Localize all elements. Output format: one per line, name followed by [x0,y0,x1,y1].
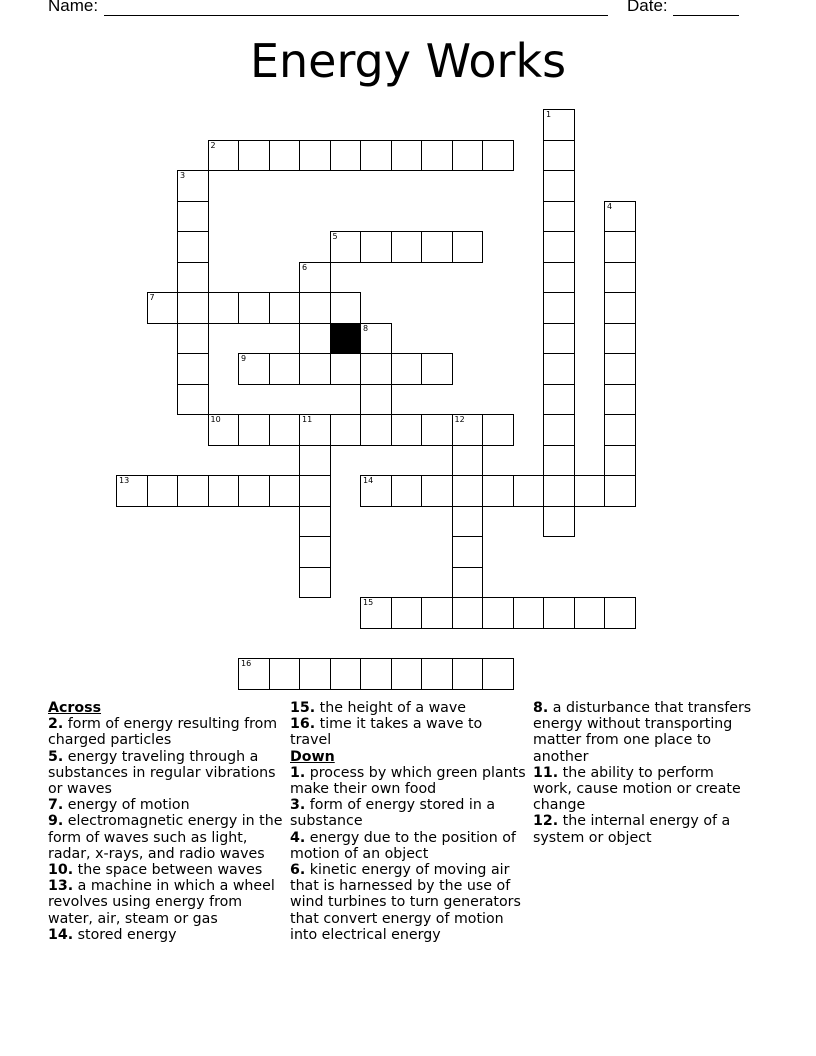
black-cell [330,323,362,355]
grid-cell[interactable] [543,292,575,324]
grid-cell[interactable] [543,140,575,172]
grid-cell[interactable] [269,292,301,324]
clue-num: 14. [48,926,74,943]
grid-cell[interactable] [299,445,331,477]
clue-num: 6. [290,862,306,879]
grid-cell[interactable] [543,384,575,416]
grid-cell[interactable] [513,597,545,629]
grid-cell[interactable] [452,567,484,599]
grid-cell[interactable] [269,414,301,446]
clues-column-1 [48,700,284,943]
clue-number: 8 [363,323,369,333]
clue [48,749,284,798]
clue-text: the internal energy of a system or object [533,813,731,846]
grid-cell[interactable] [208,140,240,172]
grid-cell[interactable] [269,140,301,172]
date-label: Date: [627,0,668,15]
clue-number: 12 [454,415,465,424]
grid-cell[interactable] [421,597,453,629]
grid-cell[interactable] [421,475,453,507]
across-heading: Across [48,700,102,716]
grid-cell[interactable] [574,597,606,629]
clue-num: 8. [533,700,549,716]
grid-cell[interactable] [360,475,392,507]
grid-cell[interactable] [360,414,392,446]
clue-text: the ability to perform work, cause motion or create change [533,764,741,814]
grid-cell[interactable] [421,140,453,172]
grid-cell[interactable] [177,475,209,507]
grid-cell[interactable] [299,414,331,446]
clue-text: electromagnetic energy in the form of waves such as light, radar, x-rays, and radio waves [48,813,283,862]
grid-cell[interactable] [543,201,575,233]
grid-cell[interactable] [543,445,575,477]
grid-cell[interactable] [177,384,209,416]
grid-cell[interactable] [208,292,240,324]
clues-column-3 [533,700,753,846]
clue-text: the height of a wave [319,700,466,716]
clue [48,797,284,813]
clue [48,813,284,862]
clue-number: 6 [302,262,308,272]
grid-cell[interactable] [391,475,423,507]
grid-cell[interactable] [360,323,392,355]
grid-cell[interactable] [391,353,423,385]
grid-cell[interactable] [330,231,362,263]
grid-cell[interactable] [574,475,606,507]
clue [290,797,526,829]
grid-cell[interactable] [238,414,270,446]
grid-cell[interactable] [299,353,331,385]
clue-number: 4 [607,201,613,211]
grid-cell[interactable] [299,262,331,294]
clue [290,700,526,716]
clue-text: energy of motion [67,797,190,814]
grid-cell[interactable] [452,445,484,477]
grid-cell[interactable] [482,658,514,690]
clue-num: 3. [290,797,306,814]
grid-cell[interactable] [177,353,209,385]
grid-cell[interactable] [604,445,636,477]
clue [290,830,526,862]
grid-cell[interactable] [147,475,179,507]
clue-number: 7 [149,293,155,302]
clue-text: time it takes a wave to travel [290,716,483,749]
grid-cell[interactable] [421,414,453,446]
grid-cell[interactable] [330,414,362,446]
clue-num: 10. [48,862,74,879]
clue-text: kinetic energy of moving air that is harnessed by the use of wind turbines to turn generators that convert energy of motion into electrical energy [290,862,521,943]
grid-cell[interactable] [391,597,423,629]
grid-cell[interactable] [421,353,453,385]
grid-cell[interactable] [299,292,331,324]
grid-cell[interactable] [391,414,423,446]
clue-text: form of energy resulting from charged particles [48,716,278,749]
grid-cell[interactable] [299,567,331,599]
grid-cell[interactable] [360,140,392,172]
clue [533,765,753,814]
clue [290,862,526,943]
grid-cell[interactable] [391,140,423,172]
clue-text: a disturbance that transfers energy without transporting matter from one place to another [533,700,752,765]
grid-cell[interactable] [452,536,484,568]
clue-num: 13. [48,878,74,895]
clue-text: energy due to the position of motion of an object [290,829,516,862]
clue-num: 1. [290,764,306,781]
down-heading: Down [290,748,335,765]
grid-cell[interactable] [452,506,484,538]
clue [48,927,284,943]
clue [48,862,284,878]
grid-cell[interactable] [543,414,575,446]
clue-number: 5 [332,232,338,241]
name-label: Name: [48,0,99,15]
grid-cell[interactable] [452,475,484,507]
clue-number: 2 [210,140,216,150]
clue-num: 16. [290,716,316,733]
clue-text: process by which green plants make their own food [290,764,526,798]
clue [290,765,526,797]
grid-cell[interactable] [452,658,484,690]
grid-cell[interactable] [177,231,209,263]
grid-cell[interactable] [604,597,636,629]
clue-text: energy traveling through a substances in regular vibrations or waves [48,748,276,798]
clue [290,716,526,748]
grid-cell[interactable] [604,475,636,507]
grid-cell[interactable] [116,475,148,507]
clue-num: 5. [48,748,64,765]
clue-number: 16 [241,659,252,668]
grid-cell[interactable] [177,323,209,355]
grid-cell[interactable] [360,658,392,690]
grid-cell[interactable] [360,597,392,629]
clues-column-2 [290,700,526,943]
clue-number: 15 [363,598,374,607]
grid-cell[interactable] [604,384,636,416]
clue-num: 4. [290,829,306,846]
clue-number: 14 [363,476,374,485]
grid-cell[interactable] [543,353,575,385]
grid-cell[interactable] [238,140,270,172]
grid-cell[interactable] [238,658,270,690]
grid-cell[interactable] [543,109,575,141]
grid-cell[interactable] [147,292,179,324]
grid-cell[interactable] [330,292,362,324]
grid-cell[interactable] [482,597,514,629]
grid-cell[interactable] [391,231,423,263]
grid-cell[interactable] [238,292,270,324]
clue-text: a machine in which a wheel revolves using energy from water, air, steam or gas [48,878,275,927]
grid-cell[interactable] [269,353,301,385]
clue-text: stored energy [77,926,177,943]
grid-cell[interactable] [208,414,240,446]
grid-cell[interactable] [452,414,484,446]
grid-cell[interactable] [543,323,575,355]
grid-cell[interactable] [604,292,636,324]
grid-cell[interactable] [269,475,301,507]
clue-number: 10 [210,415,221,424]
grid-cell[interactable] [543,231,575,263]
grid-cell[interactable] [604,323,636,355]
grid-cell[interactable] [360,353,392,385]
grid-cell[interactable] [177,262,209,294]
grid-cell[interactable] [421,231,453,263]
grid-cell[interactable] [604,414,636,446]
clue-num: 2. [48,716,64,733]
clue-number: 3 [180,171,186,180]
grid-cell[interactable] [208,475,240,507]
grid-cell[interactable] [330,658,362,690]
grid-cell[interactable] [391,658,423,690]
grid-cell[interactable] [299,658,331,690]
clue-number: 11 [302,415,313,424]
grid-cell[interactable] [604,231,636,263]
clue-num: 9. [48,813,64,830]
clue [48,716,284,748]
clue-num: 11. [533,764,559,781]
grid-cell[interactable] [360,384,392,416]
grid-cell[interactable] [177,170,209,202]
grid-cell[interactable] [299,536,331,568]
grid-cell[interactable] [299,506,331,538]
grid-cell[interactable] [299,140,331,172]
grid-cell[interactable] [452,597,484,629]
grid-cell[interactable] [452,231,484,263]
clue-number: 13 [119,476,130,485]
grid-cell[interactable] [452,140,484,172]
clue [533,813,753,845]
grid-cell[interactable] [238,475,270,507]
clue-num: 15. [290,700,316,716]
grid-cell[interactable] [269,658,301,690]
grid-cell[interactable] [482,414,514,446]
clue-num: 7. [48,797,64,814]
clue-number: 9 [241,354,247,363]
grid-cell[interactable] [421,658,453,690]
grid-cell[interactable] [330,140,362,172]
grid-cell[interactable] [543,262,575,294]
grid-cell[interactable] [299,475,331,507]
clue-text: form of energy stored in a substance [290,797,496,830]
grid-cell[interactable] [299,323,331,355]
grid-cell[interactable] [482,475,514,507]
grid-cell[interactable] [604,201,636,233]
grid-cell[interactable] [543,506,575,538]
grid-cell[interactable] [482,140,514,172]
grid-cell[interactable] [513,475,545,507]
puzzle-title: Energy Works [249,34,567,88]
grid-cell[interactable] [177,292,209,324]
clue-text: the space between waves [77,862,263,879]
grid-cell[interactable] [543,597,575,629]
clue-number: 1 [546,110,552,119]
grid-cell[interactable] [543,170,575,202]
clue-num: 12. [533,813,559,830]
grid-cell[interactable] [543,475,575,507]
grid-cell[interactable] [238,353,270,385]
grid-cell[interactable] [330,353,362,385]
grid-cell[interactable] [360,231,392,263]
clue [48,878,284,927]
clue [533,700,753,765]
grid-cell[interactable] [604,262,636,294]
grid-cell[interactable] [604,353,636,385]
grid-cell[interactable] [177,201,209,233]
